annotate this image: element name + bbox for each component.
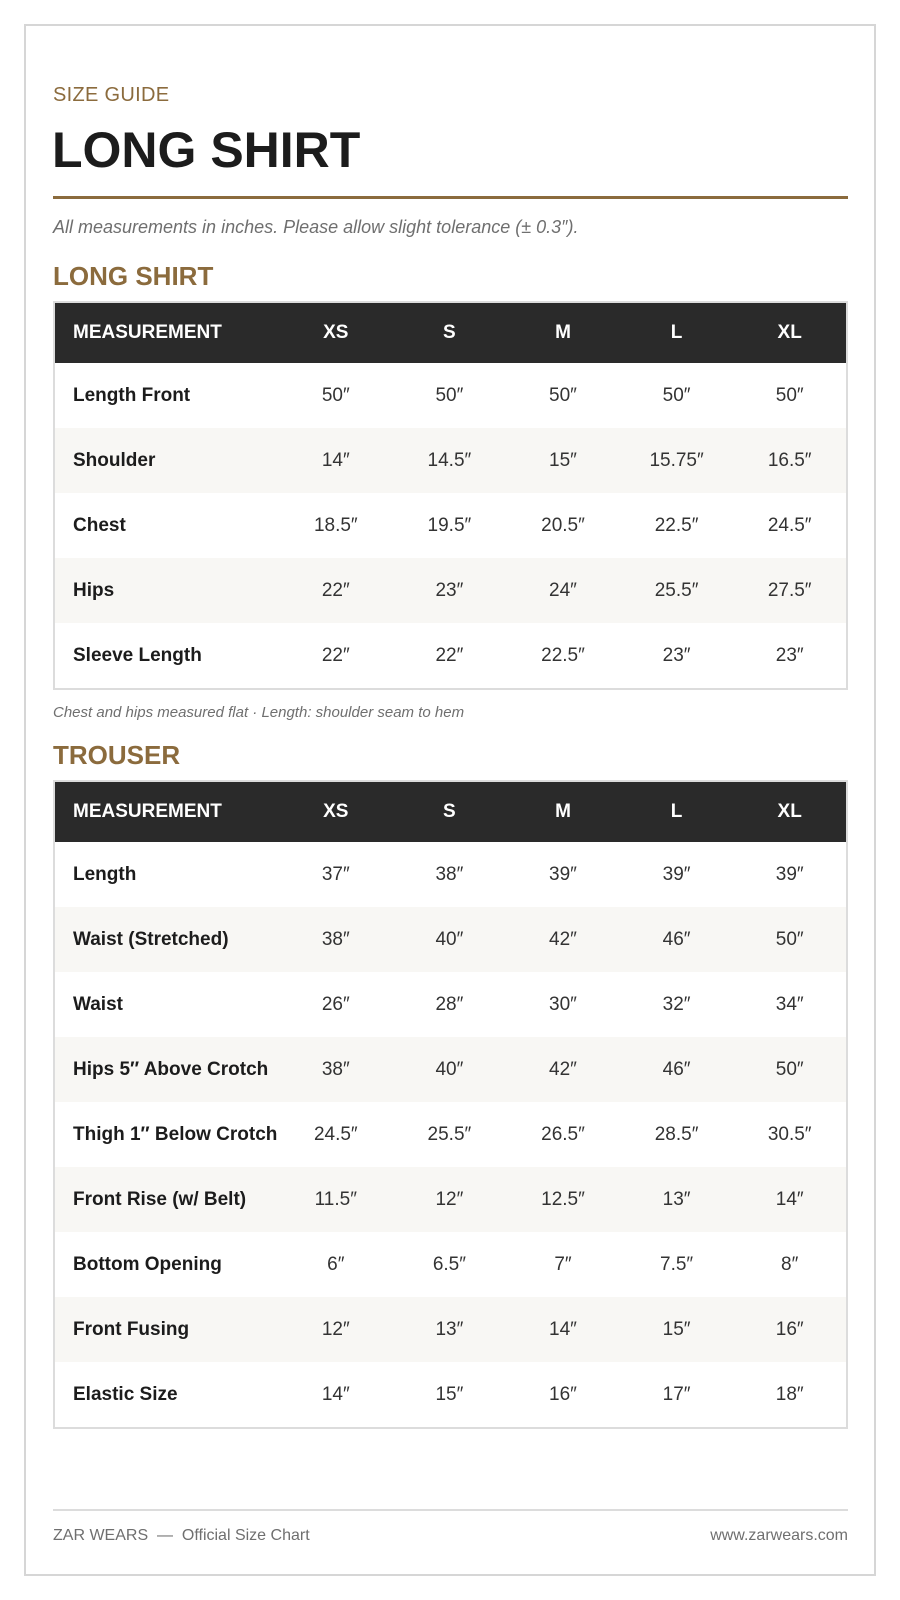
table-cell: 22″ [435, 644, 464, 666]
table-cell: 15″ [435, 1383, 464, 1405]
table-cell: 50″ [775, 384, 804, 406]
table-cell: 38″ [279, 907, 393, 972]
table-row [54, 907, 847, 972]
table-cell: 40″ [393, 1037, 507, 1102]
column-header: MEASUREMENT [54, 781, 279, 842]
table-cell: 7″ [554, 1253, 572, 1275]
footer-divider [53, 1509, 848, 1511]
table-cell: 46″ [620, 1037, 734, 1102]
table-cell: 14.5″ [393, 428, 507, 493]
measurement-label: Length Front [73, 384, 191, 406]
column-header: XS [279, 302, 393, 363]
measurement-label: Length [73, 863, 137, 885]
table-cell: 15.75″ [620, 428, 734, 493]
table-cell: 6.5″ [432, 1253, 466, 1275]
column-header: XS [279, 781, 393, 842]
table-cell: 22.5″ [654, 514, 699, 536]
table-header-row [54, 302, 847, 363]
table-cell: 40″ [393, 907, 507, 972]
table-cell: 42″ [506, 907, 620, 972]
table-cell: 11.5″ [279, 1167, 393, 1232]
table-cell: 16″ [549, 1383, 577, 1405]
long-shirt-size-table [53, 301, 848, 690]
table-cell: 37″ [321, 863, 350, 885]
table-cell: 18″ [775, 1383, 804, 1405]
table-cell: 12″ [279, 1297, 393, 1362]
table-cell: 23″ [393, 558, 507, 623]
measurement-label: Elastic Size [73, 1383, 178, 1405]
table-cell: 8″ [781, 1253, 799, 1275]
table-cell: 22″ [321, 644, 350, 666]
table-row [54, 1362, 847, 1428]
column-header: L [620, 302, 734, 363]
table-row [54, 1232, 847, 1297]
table-row [54, 1167, 847, 1232]
table-cell: 16″ [733, 1297, 847, 1362]
table-row [54, 558, 847, 623]
measurement-note: All measurements in inches. Please allow slight tolerance (± 0.3″). [53, 217, 579, 237]
table-cell: 24.5″ [767, 514, 812, 536]
table-cell: 13″ [620, 1167, 734, 1232]
table-cell: 22″ [279, 558, 393, 623]
footer-website-link[interactable]: www.zarwears.com [710, 1527, 848, 1544]
table-cell: 26″ [321, 993, 350, 1015]
table-cell: 23″ [662, 644, 691, 666]
size-guide-eyebrow: SIZE GUIDE [53, 84, 170, 106]
table-row [54, 1297, 847, 1362]
page-title: LONG SHIRT [52, 122, 361, 178]
table-cell: 50″ [733, 907, 847, 972]
table-row [54, 1102, 847, 1167]
table-cell: 14″ [506, 1297, 620, 1362]
table-cell: 50″ [435, 384, 464, 406]
table-cell: 13″ [393, 1297, 507, 1362]
column-header: XL [733, 781, 847, 842]
column-header: MEASUREMENT [54, 302, 279, 363]
table-cell: 24.5″ [313, 1123, 358, 1145]
table-cell: 28.5″ [654, 1123, 699, 1145]
table-cell: 19.5″ [427, 514, 472, 536]
table-cell: 38″ [279, 1037, 393, 1102]
table-row [54, 972, 847, 1037]
table-cell: 28″ [435, 993, 464, 1015]
table-cell: 12.5″ [506, 1167, 620, 1232]
column-header: S [393, 302, 507, 363]
table-cell: 26.5″ [541, 1123, 585, 1145]
column-header: M [506, 302, 620, 363]
table-cell: 7.5″ [660, 1253, 694, 1275]
table-cell: 39″ [549, 863, 577, 885]
trouser-size-table [53, 780, 848, 1429]
table-cell: 27.5″ [733, 558, 847, 623]
measurement-label: Sleeve Length [73, 644, 202, 666]
table-cell: 50″ [662, 384, 691, 406]
column-header: XL [733, 302, 847, 363]
measurement-label: Waist [73, 993, 123, 1015]
table-cell: 25.5″ [620, 558, 734, 623]
table-cell: 34″ [775, 993, 804, 1015]
table-cell: 25.5″ [427, 1123, 472, 1145]
section-title-trouser: TROUSER [53, 740, 181, 770]
measurement-label: Thigh 1″ Below Crotch [73, 1123, 278, 1145]
table-cell: 18.5″ [313, 514, 358, 536]
section-title-long-shirt: LONG SHIRT [53, 261, 214, 291]
title-divider [53, 196, 848, 199]
measurement-label: Hips 5″ Above Crotch [54, 1037, 279, 1102]
measurement-label: Front Rise (w/ Belt) [54, 1167, 279, 1232]
measurement-label: Bottom Opening [73, 1253, 222, 1275]
table-cell: 50″ [733, 1037, 847, 1102]
long-shirt-caption: Chest and hips measured flat · Length: shoulder seam to hem [53, 704, 465, 721]
table-row [54, 1037, 847, 1102]
measurement-label: Shoulder [54, 428, 279, 493]
table-cell: 39″ [662, 863, 691, 885]
measurement-label: Front Fusing [54, 1297, 279, 1362]
table-cell: 16.5″ [733, 428, 847, 493]
table-cell: 32″ [662, 993, 691, 1015]
table-cell: 6″ [327, 1253, 345, 1275]
column-header: L [620, 781, 734, 842]
table-row [54, 842, 847, 907]
measurement-label: Waist (Stretched) [54, 907, 279, 972]
table-cell: 14″ [733, 1167, 847, 1232]
table-cell: 12″ [393, 1167, 507, 1232]
measurement-label: Chest [73, 514, 126, 536]
table-cell: 22.5″ [541, 644, 585, 666]
table-cell: 14″ [279, 428, 393, 493]
table-cell: 39″ [775, 863, 804, 885]
measurement-label: Hips [54, 558, 279, 623]
column-header: M [506, 781, 620, 842]
table-cell: 42″ [506, 1037, 620, 1102]
table-cell: 30″ [549, 993, 577, 1015]
table-cell: 50″ [321, 384, 350, 406]
table-cell: 50″ [549, 384, 577, 406]
table-cell: 17″ [662, 1383, 691, 1405]
column-header: S [393, 781, 507, 842]
footer-brand: ZAR WEARS — Official Size Chart [53, 1527, 310, 1544]
table-cell: 15″ [506, 428, 620, 493]
table-cell: 14″ [321, 1383, 350, 1405]
table-row [54, 428, 847, 493]
table-cell: 20.5″ [541, 514, 585, 536]
table-cell: 23″ [775, 644, 804, 666]
table-row [54, 623, 847, 689]
table-row [54, 363, 847, 428]
table-header-row [54, 781, 847, 842]
table-cell: 38″ [435, 863, 464, 885]
table-row [54, 493, 847, 558]
table-cell: 24″ [506, 558, 620, 623]
table-cell: 46″ [620, 907, 734, 972]
table-cell: 15″ [620, 1297, 734, 1362]
table-cell: 30.5″ [767, 1123, 812, 1145]
